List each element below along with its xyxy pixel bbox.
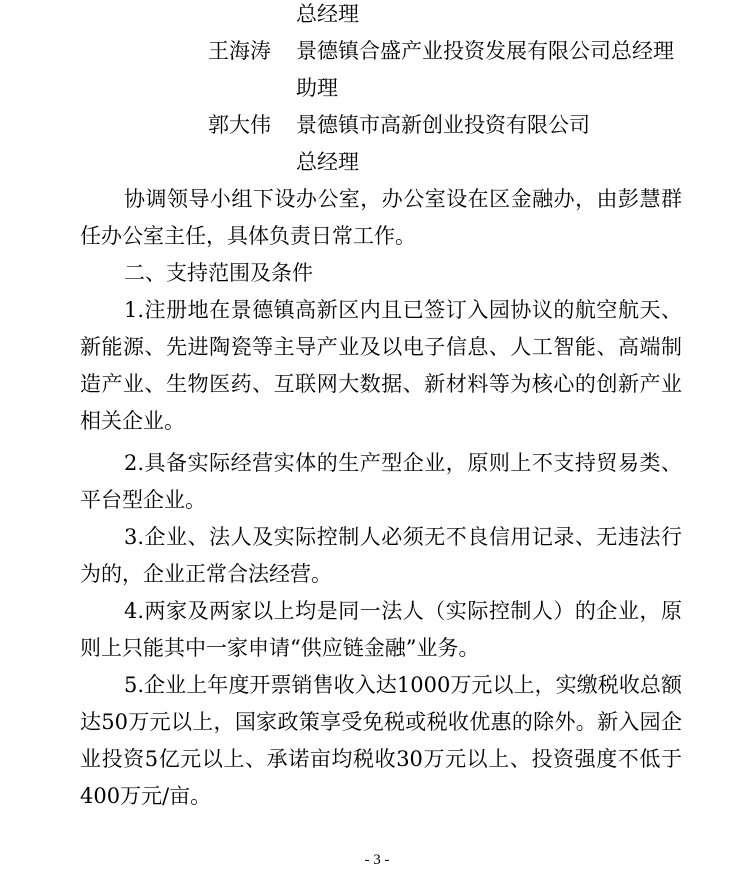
member-title-line: 景德镇合盛产业投资发展有限公司总经理 — [296, 39, 674, 63]
member-name: 郭大伟 — [208, 113, 271, 137]
item-line: 为的，企业正常合法经营。 — [80, 562, 332, 586]
paragraph-line: 任办公室主任，具体负责日常工作。 — [80, 224, 416, 248]
item-line: 业投资5亿元以上、承诺亩均税收30万元以上、投资强度不低于 — [80, 747, 682, 771]
member-name: 王海涛 — [208, 39, 271, 63]
member-title-line: 景德镇市高新创业投资有限公司 — [296, 113, 590, 137]
member-title-line: 总经理 — [296, 150, 359, 174]
item-line: 则上只能其中一家申请“供应链金融”业务。 — [80, 636, 480, 660]
item-line: 2.具备实际经营实体的生产型企业，原则上不支持贸易类、 — [124, 451, 682, 475]
member-title-line: 助理 — [296, 76, 338, 100]
item-line: 3.企业、法人及实际控制人必须无不良信用记录、无违法行 — [124, 525, 682, 549]
item-line: 达50万元以上，国家政策享受免税或税收优惠的除外。新入园企 — [80, 710, 682, 734]
item-line: 4.两家及两家以上均是同一法人（实际控制人）的企业，原 — [124, 599, 682, 623]
paragraph-line: 协调领导小组下设办公室，办公室设在区金融办，由彭慧群 — [124, 187, 682, 211]
item-line: 新能源、先进陶瓷等主导产业及以电子信息、人工智能、高端制 — [80, 335, 682, 359]
item-line: 相关企业。 — [80, 409, 185, 433]
item-line: 平台型企业。 — [80, 488, 206, 512]
page-number: - 3 - — [364, 852, 390, 868]
item-line: 造产业、生物医药、互联网大数据、新材料等为核心的创新产业 — [80, 372, 682, 396]
member-title-line: 总经理 — [296, 2, 359, 26]
item-line: 400万元/亩。 — [80, 784, 212, 808]
section-heading: 二、支持范围及条件 — [124, 261, 313, 285]
item-line: 5.企业上年度开票销售收入达1000万元以上，实缴税收总额 — [124, 673, 682, 697]
item-line: 1.注册地在景德镇高新区内且已签订入园协议的航空航天、 — [124, 298, 682, 322]
